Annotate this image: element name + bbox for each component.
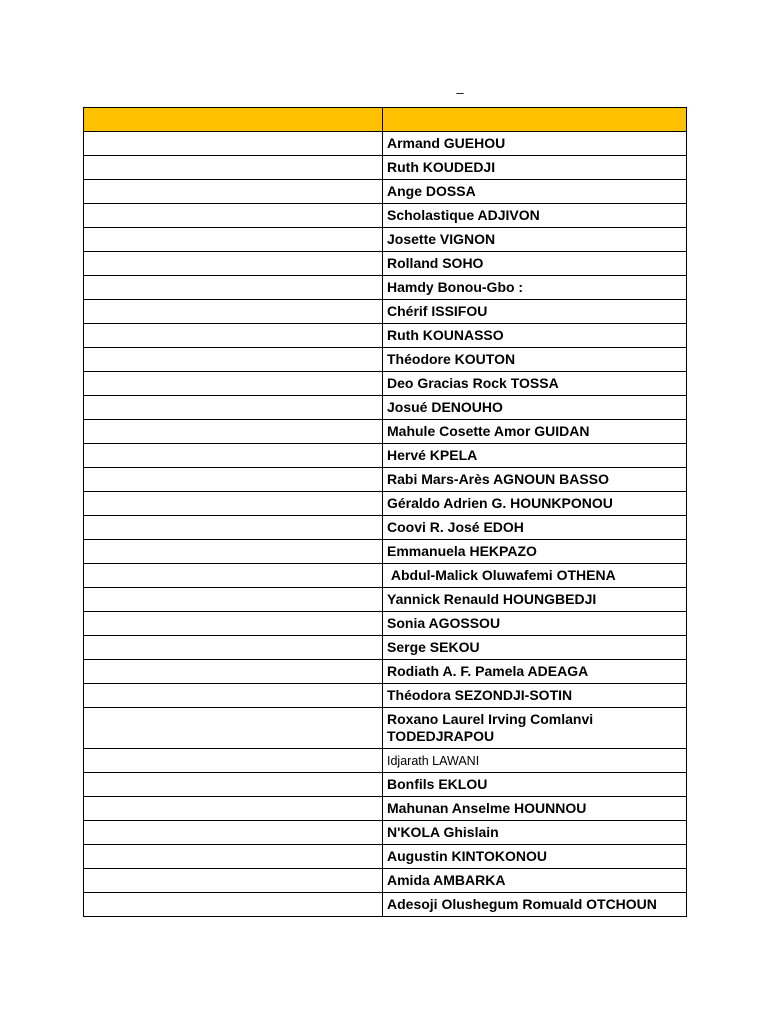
name-cell bbox=[383, 708, 687, 749]
table-row bbox=[84, 348, 687, 372]
person-name: Théodore KOUTON bbox=[387, 351, 516, 367]
table-row bbox=[84, 540, 687, 564]
empty-cell bbox=[84, 845, 383, 869]
name-cell bbox=[383, 444, 687, 468]
table-row bbox=[84, 821, 687, 845]
empty-cell bbox=[84, 396, 383, 420]
name-cell bbox=[383, 749, 687, 773]
empty-cell bbox=[84, 869, 383, 893]
name-cell bbox=[383, 684, 687, 708]
person-name: Coovi R. José EDOH bbox=[387, 519, 524, 535]
table-row bbox=[84, 845, 687, 869]
name-cell bbox=[383, 492, 687, 516]
table-row bbox=[84, 684, 687, 708]
name-cell bbox=[383, 588, 687, 612]
empty-cell bbox=[84, 492, 383, 516]
person-name: N'KOLA Ghislain bbox=[387, 824, 499, 840]
empty-cell bbox=[84, 180, 383, 204]
name-cell bbox=[383, 468, 687, 492]
empty-cell bbox=[84, 300, 383, 324]
person-name: Sonia AGOSSOU bbox=[387, 615, 501, 631]
empty-cell bbox=[84, 612, 383, 636]
person-name: Hamdy Bonou-Gbo : bbox=[387, 279, 524, 295]
person-name: Josué DENOUHO bbox=[387, 399, 503, 415]
name-cell bbox=[383, 228, 687, 252]
empty-cell bbox=[84, 324, 383, 348]
name-cell bbox=[383, 845, 687, 869]
empty-cell bbox=[84, 516, 383, 540]
table-row bbox=[84, 869, 687, 893]
person-name: Scholastique ADJIVON bbox=[387, 207, 540, 223]
empty-cell bbox=[84, 468, 383, 492]
name-cell bbox=[383, 516, 687, 540]
name-cell bbox=[383, 180, 687, 204]
table-row bbox=[84, 132, 687, 156]
name-cell bbox=[383, 324, 687, 348]
empty-cell bbox=[84, 893, 383, 917]
person-name: Hervé KPELA bbox=[387, 447, 478, 463]
empty-cell bbox=[84, 420, 383, 444]
person-name: Ange DOSSA bbox=[387, 183, 476, 199]
empty-cell bbox=[84, 636, 383, 660]
header-cell-right bbox=[383, 108, 687, 132]
person-name: Amida AMBARKA bbox=[387, 872, 506, 888]
empty-cell bbox=[84, 684, 383, 708]
person-name: Serge SEKOU bbox=[387, 639, 480, 655]
table-row bbox=[84, 749, 687, 773]
title-mark: – bbox=[456, 85, 464, 100]
person-name: Adesoji Olushegum Romuald OTCHOUN bbox=[387, 896, 657, 912]
name-cell bbox=[383, 204, 687, 228]
empty-cell bbox=[84, 276, 383, 300]
person-name: Rolland SOHO bbox=[387, 255, 484, 271]
table-row bbox=[84, 660, 687, 684]
name-cell bbox=[383, 348, 687, 372]
empty-cell bbox=[84, 588, 383, 612]
name-cell bbox=[383, 132, 687, 156]
empty-cell bbox=[84, 821, 383, 845]
names-table bbox=[83, 107, 687, 917]
name-cell bbox=[383, 636, 687, 660]
person-name: Roxano Laurel Irving Comlanvi TODEDJRAPOU bbox=[387, 711, 598, 744]
person-name: Ruth KOUDEDJI bbox=[387, 159, 496, 175]
table-row bbox=[84, 180, 687, 204]
name-cell bbox=[383, 797, 687, 821]
person-name: Chérif ISSIFOU bbox=[387, 303, 488, 319]
table-row bbox=[84, 564, 687, 588]
table-row bbox=[84, 444, 687, 468]
person-name: Mahunan Anselme HOUNNOU bbox=[387, 800, 587, 816]
table-row bbox=[84, 797, 687, 821]
person-name: Augustin KINTOKONOU bbox=[387, 848, 547, 864]
table-row bbox=[84, 893, 687, 917]
table-row bbox=[84, 372, 687, 396]
empty-cell bbox=[84, 660, 383, 684]
person-name: Ruth KOUNASSO bbox=[387, 327, 504, 343]
name-cell bbox=[383, 660, 687, 684]
person-name: Théodora SEZONDJI-SOTIN bbox=[387, 687, 573, 703]
table-row bbox=[84, 300, 687, 324]
table-row bbox=[84, 252, 687, 276]
table-row bbox=[84, 228, 687, 252]
table-row bbox=[84, 156, 687, 180]
person-name: Armand GUEHOU bbox=[387, 135, 506, 151]
person-name: Idjarath LAWANI bbox=[387, 753, 480, 768]
person-name: Emmanuela HEKPAZO bbox=[387, 543, 537, 559]
name-cell bbox=[383, 300, 687, 324]
table-row bbox=[84, 324, 687, 348]
person-name: Bonfils EKLOU bbox=[387, 776, 488, 792]
table-row bbox=[84, 708, 687, 749]
name-cell bbox=[383, 156, 687, 180]
person-name: Abdul-Malick Oluwafemi OTHENA bbox=[387, 567, 616, 583]
person-name: Deo Gracias Rock TOSSA bbox=[387, 375, 559, 391]
table-header-row bbox=[84, 108, 687, 132]
empty-cell bbox=[84, 797, 383, 821]
table-row bbox=[84, 516, 687, 540]
name-cell bbox=[383, 540, 687, 564]
name-cell bbox=[383, 252, 687, 276]
empty-cell bbox=[84, 564, 383, 588]
name-cell bbox=[383, 420, 687, 444]
empty-cell bbox=[84, 132, 383, 156]
person-name: Yannick Renauld HOUNGBEDJI bbox=[387, 591, 597, 607]
table-row bbox=[84, 276, 687, 300]
empty-cell bbox=[84, 252, 383, 276]
empty-cell bbox=[84, 708, 383, 749]
empty-cell bbox=[84, 228, 383, 252]
empty-cell bbox=[84, 749, 383, 773]
name-cell bbox=[383, 564, 687, 588]
table-row bbox=[84, 612, 687, 636]
empty-cell bbox=[84, 540, 383, 564]
empty-cell bbox=[84, 444, 383, 468]
person-name: Josette VIGNON bbox=[387, 231, 496, 247]
empty-cell bbox=[84, 204, 383, 228]
table-row bbox=[84, 636, 687, 660]
empty-cell bbox=[84, 348, 383, 372]
table-row bbox=[84, 420, 687, 444]
table-row bbox=[84, 492, 687, 516]
names-table-body bbox=[84, 108, 687, 917]
person-name: Rabi Mars-Arès AGNOUN BASSO bbox=[387, 471, 609, 487]
name-cell bbox=[383, 821, 687, 845]
person-name: Mahule Cosette Amor GUIDAN bbox=[387, 423, 590, 439]
table-row bbox=[84, 204, 687, 228]
empty-cell bbox=[84, 372, 383, 396]
name-cell bbox=[383, 276, 687, 300]
person-name: Géraldo Adrien G. HOUNKPONOU bbox=[387, 495, 613, 511]
name-cell bbox=[383, 372, 687, 396]
table-row bbox=[84, 588, 687, 612]
table-row bbox=[84, 773, 687, 797]
name-cell bbox=[383, 893, 687, 917]
empty-cell bbox=[84, 773, 383, 797]
table-row bbox=[84, 468, 687, 492]
person-name: Rodiath A. F. Pamela ADEAGA bbox=[387, 663, 589, 679]
name-cell bbox=[383, 869, 687, 893]
header-cell-left bbox=[84, 108, 383, 132]
table-row bbox=[84, 396, 687, 420]
name-cell bbox=[383, 396, 687, 420]
name-cell bbox=[383, 773, 687, 797]
name-cell bbox=[383, 612, 687, 636]
empty-cell bbox=[84, 156, 383, 180]
